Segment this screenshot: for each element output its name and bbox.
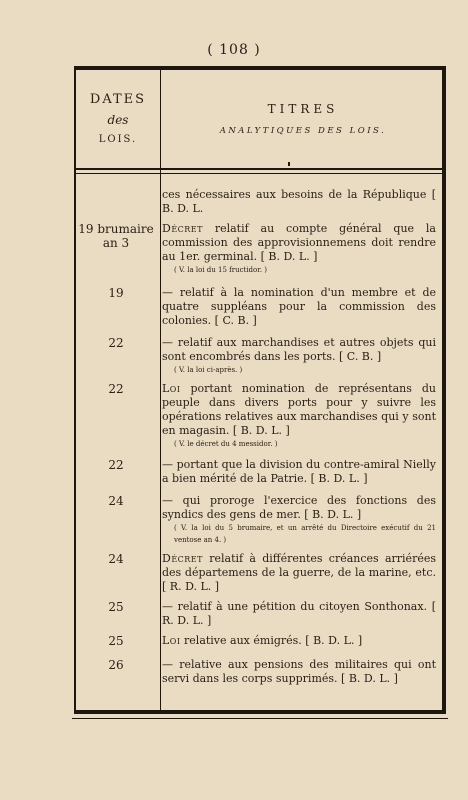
entry-title bbox=[162, 222, 436, 276]
entry-date: 25 bbox=[108, 600, 124, 614]
entry-text: — relatif à une pétition du citoyen Sonthonax. [ R. D. L. ] bbox=[162, 600, 436, 627]
table-frame bbox=[74, 66, 446, 714]
entry-date: 22 bbox=[108, 458, 124, 472]
entry-title bbox=[162, 336, 436, 376]
entry-date: 24 bbox=[108, 494, 124, 508]
entry-date: 19 bbox=[108, 286, 124, 300]
header-rule bbox=[76, 168, 444, 170]
header-titres bbox=[162, 98, 444, 142]
header-dates bbox=[76, 90, 160, 150]
entry-title bbox=[162, 286, 436, 328]
entry-text: relatif à différentes créances arriérées des départemens de la guerre, de la marine, etc. [ R. D. L. ] bbox=[162, 552, 436, 593]
entry-text: relative aux émigrés. [ B. D. L. ] bbox=[180, 634, 363, 647]
entry-text: — relative aux pensions des militaires qui ont servi dans les corps supprimés. [ B. D. L. ] bbox=[162, 658, 436, 685]
entry-title bbox=[162, 600, 436, 628]
entry-title bbox=[162, 494, 436, 546]
entry-date: 22 bbox=[108, 382, 124, 396]
frame-bottom-rule bbox=[72, 718, 448, 719]
entry-note: ( V. le décret du 4 messidor. ) bbox=[174, 440, 278, 448]
entry-lead: Loi bbox=[162, 634, 181, 647]
entry-date: 19 brumaire an 3 bbox=[78, 222, 154, 250]
entry-text: — portant que la division du contre-amiral Nielly a bien mérité de la Patrie. [ B. D. L. ] bbox=[162, 458, 436, 485]
entry-lead: Décret bbox=[162, 222, 203, 235]
page-number: ( 108 ) bbox=[207, 42, 261, 58]
entry-date: 25 bbox=[108, 634, 124, 648]
entry-text: relatif au compte général que la commission des approvisionnemens doit rendre au 1er. germinal. [ B. D. L. ] bbox=[162, 222, 436, 263]
entry-title bbox=[162, 658, 436, 686]
entry-note: ( V. la loi ci-après. ) bbox=[174, 366, 243, 374]
entry-note: ( V. la loi du 5 brumaire, et un arrêté du Directoire exécutif du 21 ventose an 4. ) bbox=[174, 524, 436, 544]
header-titres-subtitle: ANALYTIQUES DES LOIS. bbox=[219, 126, 387, 136]
entry-text: portant nomination de représentans du peuple dans divers ports pour y suivre les opérations relatives aux marchandises qui y sont en magasin. [ B. D. L. ] bbox=[162, 382, 436, 437]
entry-date: 22 bbox=[108, 336, 124, 350]
entry-text: ces nécessaires aux besoins de la République [ B. D. L. bbox=[162, 188, 436, 215]
header-rule-thin bbox=[76, 173, 444, 174]
entry-note: ( V. la loi du 15 fructidor. ) bbox=[174, 266, 268, 274]
entry-text: — relatif aux marchandises et autres objets qui sont encombrés dans les ports. [ C. B. ] bbox=[162, 336, 436, 363]
entry-title bbox=[162, 634, 436, 648]
entry-title bbox=[162, 382, 436, 450]
header-titres-title: TITRES bbox=[267, 102, 339, 116]
entry-date: 24 bbox=[108, 552, 124, 566]
entry-lead: Loi bbox=[162, 382, 181, 395]
header-tick-mark bbox=[288, 162, 290, 166]
header-dates-lois: LOIS. bbox=[98, 134, 138, 145]
entry-title bbox=[162, 188, 436, 216]
entry-text: — qui proroge l'exercice des fonctions des syndics des gens de mer. [ B. D. L. ] bbox=[162, 494, 436, 521]
header-dates-title: DATES bbox=[89, 92, 147, 107]
header-dates-des: des bbox=[107, 113, 129, 127]
column-divider bbox=[160, 70, 161, 710]
entry-date: 26 bbox=[108, 658, 124, 672]
entry-lead: Décret bbox=[162, 552, 203, 565]
entry-title bbox=[162, 552, 436, 594]
entry-text: — relatif à la nomination d'un membre et de quatre suppléans pour la commission des colonies. [ C. B. ] bbox=[162, 286, 436, 327]
entry-title bbox=[162, 458, 436, 486]
